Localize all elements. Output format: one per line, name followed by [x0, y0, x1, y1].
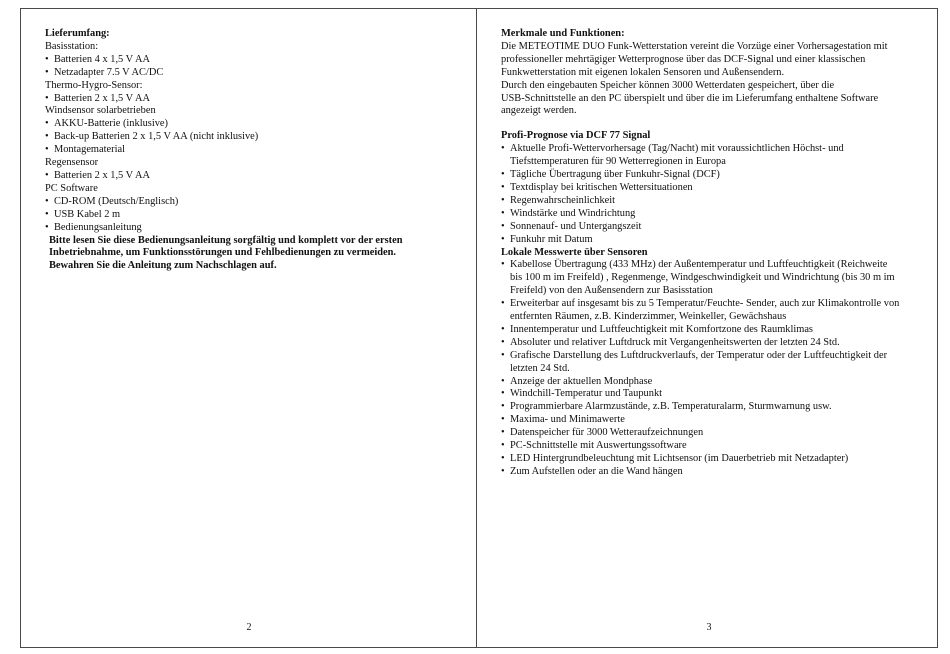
list-item-text	[510, 324, 926, 337]
bullet-icon: •	[501, 465, 505, 477]
intro-line: angezeigt werden.	[501, 105, 577, 117]
list-item-text	[510, 440, 926, 453]
list-item-line: Windstärke und Windrichtung	[510, 207, 636, 219]
bullet-icon: •	[501, 220, 505, 232]
bullet-icon: •	[501, 298, 505, 310]
bullet-icon: •	[45, 169, 49, 181]
list-item-text	[510, 234, 926, 247]
list-item-text	[510, 298, 926, 324]
list-item	[45, 118, 460, 131]
list-item-line: Tiefsttemperaturen für 90 Wetterregionen in Europa	[510, 156, 726, 168]
right-page-content	[501, 28, 926, 479]
list-item-text	[510, 350, 926, 376]
list-item-line: Kabellose Übertragung (433 MHz) der Außentemperatur und Luftfeuchtigkeit (Reichweite	[510, 259, 888, 271]
list-item	[45, 93, 460, 106]
intro-line: Die METEOTIME DUO Funk-Wetterstation vereint die Vorzüge einer Vorhersagestation mit	[501, 40, 888, 52]
bullet-icon: •	[501, 323, 505, 335]
group-title: Thermo-Hygro-Sensor:	[45, 79, 143, 91]
list-item-text	[510, 414, 926, 427]
list-item-line: Windchill-Temperatur und Taupunkt	[510, 388, 663, 400]
bullet-icon: •	[501, 375, 505, 387]
document-spread	[20, 8, 938, 648]
list-item-line: Anzeige der aktuellen Mondphase	[510, 375, 653, 387]
list-item	[501, 208, 926, 221]
list-item	[501, 324, 926, 337]
list-item	[45, 144, 460, 157]
list-item-text: AKKU-Batterie (inklusive)	[54, 118, 168, 130]
list-item	[501, 376, 926, 389]
list-item	[501, 182, 926, 195]
bullet-icon: •	[501, 349, 505, 361]
bullet-icon: •	[501, 401, 505, 413]
list-item-text	[510, 143, 926, 169]
list-item	[501, 401, 926, 414]
bullet-icon: •	[45, 144, 49, 156]
list-item-text: Montagematerial	[54, 144, 125, 156]
bullet-icon: •	[501, 169, 505, 181]
list-item-text: CD-ROM (Deutsch/Englisch)	[54, 195, 179, 207]
list-item	[501, 195, 926, 208]
list-item-text: USB Kabel 2 m	[54, 208, 121, 220]
list-item	[501, 234, 926, 247]
list-item-line: bis 100 m im Freifeld) , Regenmenge, Windgeschwindigkeit und Windrichtung (bis 30 m im	[510, 272, 895, 284]
list-item-text	[510, 401, 926, 414]
intro-line: Funkwetterstation mit eigenen lokalen Sensoren und Außensendern.	[501, 66, 785, 78]
list-item-text	[510, 466, 926, 479]
section-title-sensors: Lokale Messwerte über Sensoren	[501, 246, 648, 258]
intro-line: Durch den eingebauten Speicher können 3000 Wetterdaten gespeichert, über die	[501, 79, 835, 91]
group-title: Windsensor solarbetrieben	[45, 105, 156, 117]
list-item-line: Datenspeicher für 3000 Wetteraufzeichnungen	[510, 427, 704, 439]
group-title: Basisstation:	[45, 40, 99, 52]
list-item-text: Batterien 2 x 1,5 V AA	[54, 92, 151, 104]
list-item-text	[510, 259, 926, 298]
list-item	[45, 209, 460, 222]
intro-line: USB-Schnittstelle an den PC überspielt und über die im Lieferumfang enthaltene Software	[501, 92, 879, 104]
bullet-icon: •	[501, 336, 505, 348]
list-item	[45, 170, 460, 183]
list-item	[501, 440, 926, 453]
list-item	[501, 143, 926, 169]
bullet-icon: •	[501, 194, 505, 206]
list-item-text: Bedienungsanleitung	[54, 221, 142, 233]
list-item-text: Batterien 2 x 1,5 V AA	[54, 169, 151, 181]
page-number-left: 2	[246, 622, 252, 633]
section-title-dcf: Profi-Prognose via DCF 77 Signal	[501, 130, 651, 142]
list-item	[501, 466, 926, 479]
list-item	[501, 388, 926, 401]
bullet-icon: •	[501, 233, 505, 245]
bullet-icon: •	[501, 414, 505, 426]
list-item-text	[510, 195, 926, 208]
list-item-line: letzten 24 Std.	[510, 362, 570, 374]
list-item	[501, 337, 926, 350]
list-item-line: Tägliche Übertragung über Funkuhr-Signal (DCF)	[510, 169, 720, 181]
features-heading: Merkmale und Funktionen:	[501, 28, 625, 39]
list-item-line: Innentemperatur und Luftfeuchtigkeit mit Komfortzone des Raumklimas	[510, 323, 813, 335]
list-item	[501, 221, 926, 234]
list-item-text	[510, 427, 926, 440]
list-item-text	[510, 376, 926, 389]
bullet-icon: •	[501, 388, 505, 400]
list-item	[45, 131, 460, 144]
page-right	[477, 8, 938, 648]
intro-line: professioneller mehrtägiger Wetterprognose über das DCF-Signal und einer klassischen	[501, 53, 866, 65]
list-item-line: PC-Schnittstelle mit Auswertungssoftware	[510, 440, 687, 452]
list-item-line: entfernten Räumen, z.B. Kinderzimmer, Weinkeller, Gewächshaus	[510, 311, 787, 323]
list-item-line: Funkuhr mit Datum	[510, 233, 593, 245]
list-item-line: Textdisplay bei kritischen Wettersituationen	[510, 181, 693, 193]
list-item	[501, 427, 926, 440]
bullet-icon: •	[45, 53, 49, 65]
list-item-line: Freifeld) von den Außensendern zur Basisstation	[510, 285, 713, 297]
list-item-text	[510, 169, 926, 182]
list-item	[45, 67, 460, 80]
list-item-text	[510, 388, 926, 401]
bullet-icon: •	[45, 221, 49, 233]
list-item-text: Back-up Batterien 2 x 1,5 V AA (nicht inklusive)	[54, 131, 259, 143]
list-item-text	[510, 182, 926, 195]
list-item-text	[510, 208, 926, 221]
bullet-icon: •	[45, 195, 49, 207]
list-item-line: Erweiterbar auf insgesamt bis zu 5 Temperatur/Feuchte- Sender, auch zur Klimakontrolle von	[510, 298, 900, 310]
bullet-icon: •	[501, 427, 505, 439]
bullet-icon: •	[501, 453, 505, 464]
list-item-line: Regenwahrscheinlichkeit	[510, 194, 616, 206]
list-item	[501, 414, 926, 427]
list-item-text: Batterien 4 x 1,5 V AA	[54, 53, 151, 65]
bullet-icon: •	[501, 143, 505, 155]
list-item	[501, 453, 926, 466]
notice-line: Bitte lesen Sie diese Bedienungsanleitung sorgfältig und komplett vor der ersten	[49, 234, 403, 246]
list-item	[501, 169, 926, 182]
list-item	[45, 196, 460, 209]
list-item-text	[510, 337, 926, 350]
delivery-heading: Lieferumfang:	[45, 28, 110, 39]
list-item-line: Programmierbare Alarmzustände, z.B. Temperaturalarm, Sturmwarnung usw.	[510, 401, 832, 413]
bullet-icon: •	[45, 66, 49, 78]
bullet-icon: •	[45, 131, 49, 143]
list-item	[501, 350, 926, 376]
list-item-text: Netzadapter 7.5 V AC/DC	[54, 66, 164, 78]
list-item-line: LED Hintergrundbeleuchtung mit Lichtsensor (im Dauerbetrieb mit Netzadapter)	[510, 453, 849, 464]
list-item	[45, 54, 460, 67]
list-item	[501, 298, 926, 324]
bullet-icon: •	[45, 92, 49, 104]
list-item-line: Maxima- und Minimawerte	[510, 414, 625, 426]
bullet-icon: •	[501, 207, 505, 219]
group-title: Regensensor	[45, 157, 99, 169]
bullet-icon: •	[45, 208, 49, 220]
list-item-text	[510, 221, 926, 234]
list-item-text	[510, 453, 926, 466]
notice-line: Inbetriebnahme, um Funktionsstörungen und Fehlbedienungen zu vermeiden.	[49, 247, 396, 259]
list-item-line: Absoluter und relativer Luftdruck mit Vergangenheitswerten der letzten 24 Std.	[510, 336, 840, 348]
bullet-icon: •	[501, 440, 505, 452]
left-page-content	[45, 28, 460, 273]
group-title: PC Software	[45, 182, 98, 194]
list-item	[45, 222, 460, 235]
list-item-line: Grafische Darstellung des Luftdruckverlaufs, der Temperatur oder der Luftfeuchtigkeit der	[510, 349, 888, 361]
bullet-icon: •	[45, 118, 49, 130]
bullet-icon: •	[501, 259, 505, 271]
spacer	[501, 118, 926, 130]
list-item	[501, 259, 926, 298]
page-left	[20, 8, 477, 648]
list-item-line: Aktuelle Profi-Wettervorhersage (Tag/Nacht) mit voraussichtlichen Höchst- und	[510, 143, 844, 155]
page-number-right: 3	[706, 622, 712, 633]
bullet-icon: •	[501, 181, 505, 193]
notice-line: Bewahren Sie die Anleitung zum Nachschlagen auf.	[49, 260, 277, 272]
list-item-line: Zum Aufstellen oder an die Wand hängen	[510, 465, 683, 477]
list-item-line: Sonnenauf- und Untergangszeit	[510, 220, 642, 232]
